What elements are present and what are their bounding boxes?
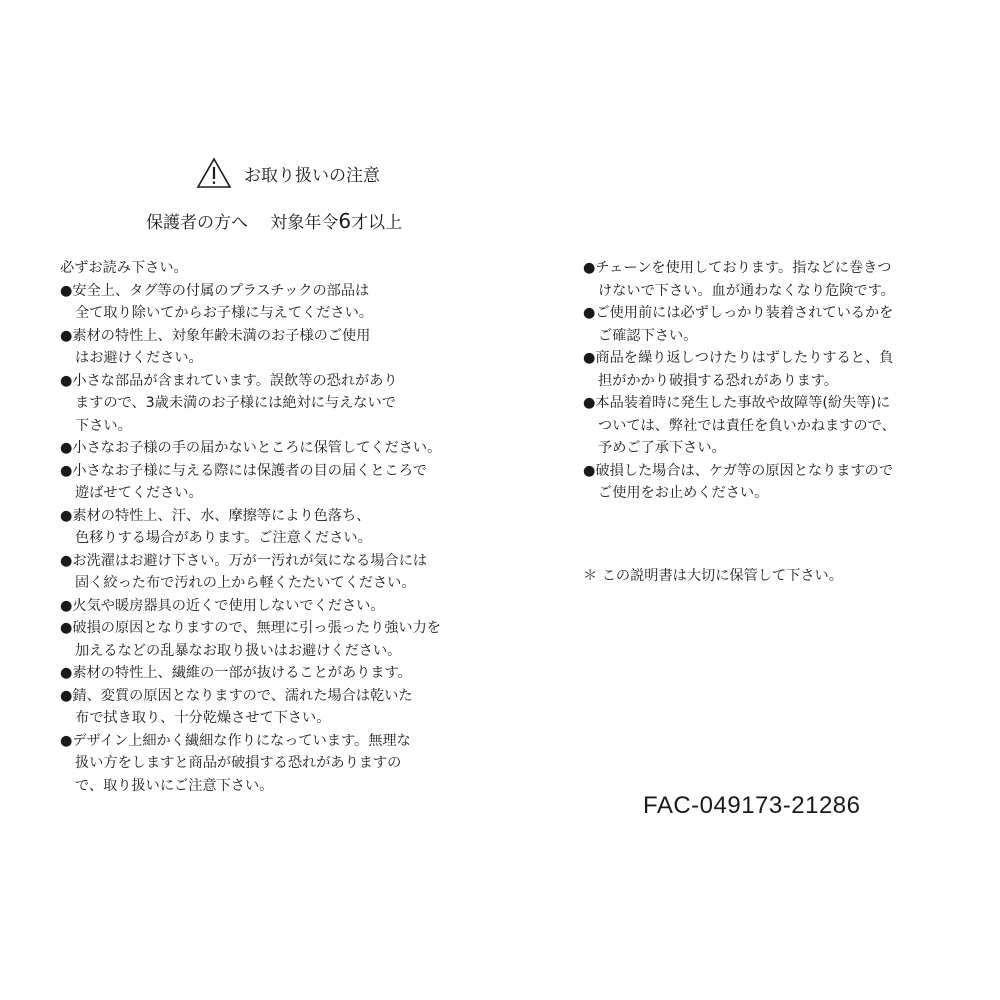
precaution-item [60, 617, 490, 662]
bullet-icon: ● [60, 597, 73, 614]
precaution-text: 破損の原因となりますので、無理に引っ張ったり強い力を [72, 620, 441, 636]
bullet-icon: ● [60, 282, 73, 299]
bullet-icon: ● [60, 552, 73, 569]
bullet-icon: ● [60, 462, 73, 479]
precaution-item [583, 302, 963, 347]
precaution-text: で、取り扱いにご注意下さい。 [75, 777, 274, 794]
precaution-item [60, 460, 490, 505]
precaution-line [60, 325, 490, 348]
bullet-icon: ● [60, 687, 73, 704]
precaution-line [60, 280, 490, 303]
precaution-text: 遊ばせてください。 [75, 485, 203, 501]
product-code: FAC-049173-21286 [643, 792, 861, 819]
precaution-item [60, 280, 490, 325]
precaution-line [583, 325, 963, 348]
bullet-icon: ● [583, 395, 596, 411]
bullet-icon: ● [60, 620, 73, 636]
precaution-text: 安全上、タグ等の付属のプラスチックの部品は [72, 282, 370, 299]
precaution-text: 小さなお子様に与える際には保護者の目の届くところで [72, 462, 427, 479]
precaution-line [60, 640, 490, 663]
precaution-text: 本品装着時に発生した事故や故障等(紛失等)に [595, 395, 891, 411]
precaution-line [583, 302, 963, 325]
precaution-line [583, 482, 963, 505]
bullet-icon: ● [583, 350, 596, 366]
precaution-line [60, 662, 490, 685]
precaution-item [60, 325, 490, 370]
precaution-text: チェーンを使用しております。指などに巻きつ [595, 260, 892, 276]
precaution-line [583, 370, 963, 393]
precaution-text: 布で拭き取り、十分乾燥させて下さい。 [75, 710, 331, 726]
precaution-text: ますので、3歳未満のお子様には絶対に与えないで [75, 395, 396, 411]
precaution-text: 下さい。 [75, 417, 132, 434]
precaution-text: 素材の特性上、対象年齢未満のお子様のご使用 [72, 327, 371, 344]
bullet-icon: ● [60, 665, 73, 681]
precaution-line [60, 347, 490, 370]
target-age-line [146, 208, 402, 233]
precaution-item [60, 595, 490, 618]
precaution-line [583, 392, 963, 415]
bullet-icon: ● [60, 732, 73, 749]
precaution-line [60, 392, 490, 415]
precaution-text: はお避けください。 [75, 350, 203, 366]
precaution-line [60, 505, 490, 528]
precaution-line [60, 302, 490, 325]
precaution-item [583, 392, 963, 460]
precaution-line [60, 595, 490, 618]
precaution-line [60, 460, 490, 483]
warning-triangle-icon [196, 157, 232, 189]
age-suffix: 才以上 [351, 213, 403, 233]
precaution-text: ご使用をお止めください。 [598, 485, 769, 501]
precaution-item [60, 550, 490, 595]
bullet-icon: ● [60, 507, 73, 524]
notice-title: お取り扱いの注意 [244, 165, 380, 186]
precaution-text: 火気や暖房器具の近くで使用しないでください。 [72, 597, 385, 614]
precaution-text: 扱い方をしますと商品が破損する恐れがありますの [75, 755, 402, 771]
precaution-text: ご使用前には必ずしっかり装着されているかを [595, 305, 894, 321]
precaution-item [583, 257, 963, 302]
precaution-line [60, 572, 490, 595]
precaution-line [583, 347, 963, 370]
precaution-item [60, 730, 490, 798]
precaution-line [60, 550, 490, 573]
precaution-line [60, 415, 490, 438]
precaution-line [60, 482, 490, 505]
precaution-text: 小さな部品が含まれています。誤飲等の恐れがあり [72, 372, 398, 389]
precaution-text: お洗濯はお避け下さい。万が一汚れが気になる場合には [72, 552, 428, 569]
precaution-line [60, 437, 490, 460]
intro-text: 必ずお読み下さい。 [60, 260, 188, 276]
precaution-text: 商品を繰り返しつけたりはずしたりすると、負 [595, 350, 894, 366]
left-column [60, 257, 490, 797]
precaution-item [60, 437, 490, 460]
guardian-label: 保護者の方へ 対象年令 [146, 213, 339, 233]
precaution-text: 予めご了承下さい。 [598, 440, 726, 456]
precaution-text: 全て取り除いてからお子様に与えてください。 [75, 305, 373, 321]
precaution-item [60, 505, 490, 550]
precaution-item [60, 370, 490, 438]
precaution-line [60, 707, 490, 730]
precaution-text: ついては、弊社では責任を負いかねますので、 [598, 417, 896, 434]
notice-heading [196, 155, 380, 191]
precaution-text: 錆、変質の原因となりますので、濡れた場合は乾いた [72, 687, 413, 704]
precaution-text: 色移りする場合があります。ご注意ください。 [75, 530, 372, 546]
right-precaution-list [583, 257, 963, 505]
precaution-line [583, 257, 963, 280]
precaution-line [60, 370, 490, 393]
bullet-icon: ● [60, 327, 73, 344]
target-age-number: 6 [338, 209, 352, 233]
precaution-item [60, 662, 490, 685]
keep-manual-note: ＊ この説明書は大切に保管して下さい。 [583, 568, 843, 584]
bullet-icon: ● [60, 440, 73, 456]
precaution-text: 加えるなどの乱暴なお取り扱いはお避けください。 [75, 642, 402, 659]
precaution-line [583, 280, 963, 303]
precaution-text: 素材の特性上、汗、水、摩擦等により色落ち、 [72, 507, 371, 524]
precaution-item [60, 685, 490, 730]
precaution-line [583, 437, 963, 460]
bullet-icon: ● [583, 462, 596, 479]
precaution-item [583, 347, 963, 392]
precaution-text: 素材の特性上、繊維の一部が抜けることがあります。 [72, 665, 412, 681]
precaution-text: 固く絞った布で汚れの上から軽くたたいてください。 [75, 575, 416, 591]
precaution-line [60, 527, 490, 550]
left-precaution-list [60, 280, 490, 798]
precaution-line [583, 460, 963, 483]
bullet-icon: ● [583, 260, 596, 276]
precaution-text: けないで下さい。血が通わなくなり危険です。 [598, 282, 895, 299]
bullet-icon: ● [60, 372, 73, 389]
precaution-line [60, 685, 490, 708]
precaution-line [60, 752, 490, 775]
precaution-text: 担がかかり破損する恐れがあります。 [598, 372, 839, 389]
bullet-icon: ● [583, 305, 596, 321]
precaution-item [583, 460, 963, 505]
precaution-line [60, 730, 490, 753]
precaution-line [583, 415, 963, 438]
precaution-text: デザイン上細かく繊細な作りになっています。無理な [72, 732, 411, 749]
precaution-line [60, 775, 490, 798]
precaution-text: 小さなお子様の手の届かないところに保管してください。 [72, 440, 442, 456]
precaution-text: 破損した場合は、ケガ等の原因となりますので [595, 462, 894, 479]
precaution-line [60, 617, 490, 640]
precaution-text: ご確認下さい。 [598, 327, 698, 344]
right-column [583, 257, 963, 505]
